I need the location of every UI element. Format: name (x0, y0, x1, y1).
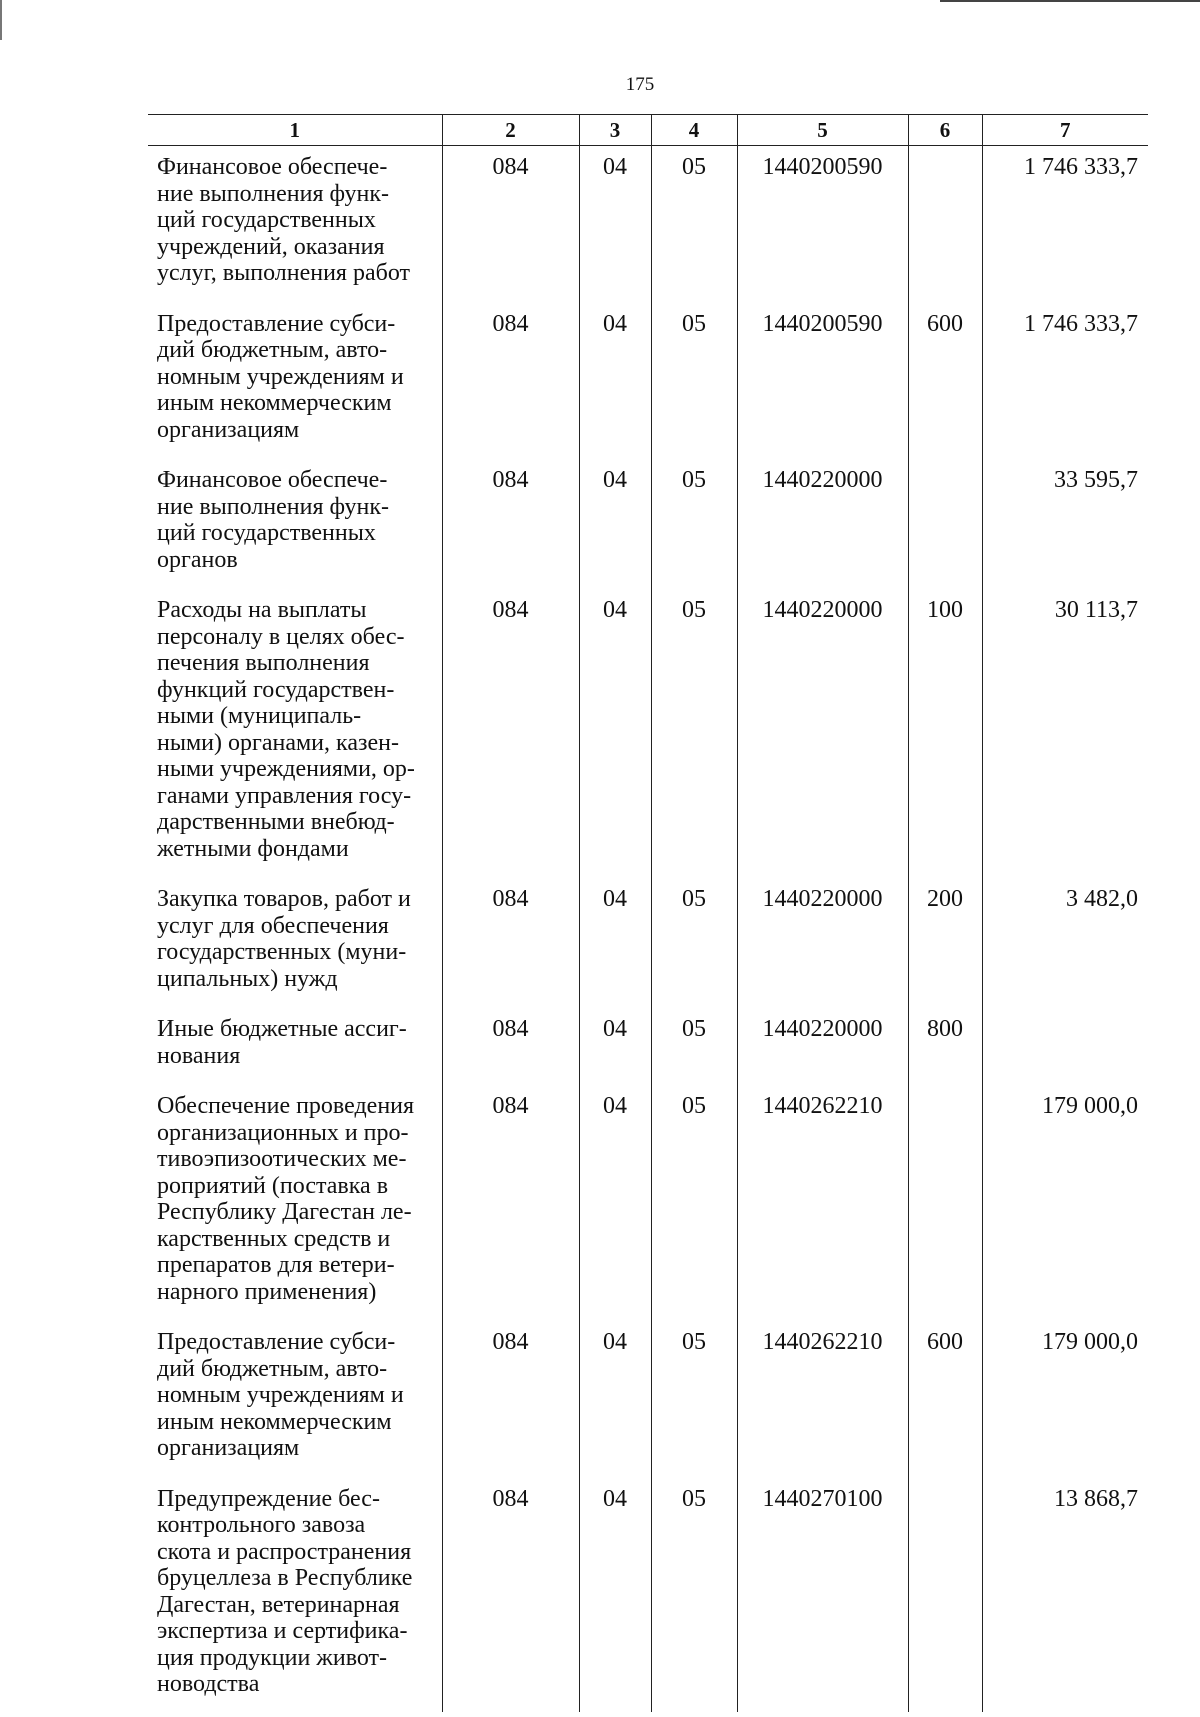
ministry-code-cell: 084 (442, 878, 579, 1008)
ministry-code-cell: 084 (442, 1321, 579, 1478)
expense-name-cell: Финансовое обеспече- ние выполнения функ- ций государственных учреждений, оказания услуг, выполнения работ (157, 154, 410, 286)
expense-name-cell: Предоставление субси- дий бюджетным, авто- номным учреждениям и иным некоммерческим организациям (157, 310, 404, 443)
left-edge-rule (0, 0, 2, 40)
budget-table (148, 114, 1148, 1712)
header-col-2: 2 (442, 115, 579, 146)
ministry-code-cell: 084 (442, 303, 579, 460)
target-article-cell: 1440200590 (737, 303, 908, 460)
expense-name-cell: Предоставление субси- дий бюджетным, авто- номным учреждениям и иным некоммерческим организациям (157, 1329, 404, 1461)
target-article-cell: 1440220000 (737, 1008, 908, 1085)
section-cell: 04 (579, 1321, 651, 1478)
subsection-cell: 05 (651, 459, 737, 589)
ministry-code-cell: 084 (442, 459, 579, 589)
amount-cell: 3 482,0 (982, 878, 1148, 1008)
expense-type-cell: 200 (908, 878, 982, 1008)
top-edge-rule (940, 0, 1200, 2)
header-col-5: 5 (737, 115, 908, 146)
target-article-cell: 1440220000 (737, 459, 908, 589)
target-article-cell: 1440200590 (737, 146, 908, 303)
expense-type-cell (908, 1085, 982, 1321)
ministry-code-cell: 084 (442, 1478, 579, 1712)
table-row (148, 1321, 1148, 1478)
section-cell: 04 (579, 1085, 651, 1321)
table-row (148, 1008, 1148, 1085)
table-row (148, 878, 1148, 1008)
expense-type-cell (908, 146, 982, 303)
subsection-cell: 05 (651, 1085, 737, 1321)
target-article-cell: 1440262210 (737, 1321, 908, 1478)
amount-cell: 179 000,0 (982, 1321, 1148, 1478)
section-cell: 04 (579, 303, 651, 460)
table-header (148, 115, 1148, 146)
amount-cell: 1 746 333,7 (982, 146, 1148, 303)
subsection-cell: 05 (651, 878, 737, 1008)
ministry-code-cell: 084 (442, 1008, 579, 1085)
expense-type-cell (908, 1478, 982, 1712)
header-col-3: 3 (579, 115, 651, 146)
section-cell: 04 (579, 459, 651, 589)
amount-cell: 13 868,7 (982, 1478, 1148, 1712)
subsection-cell: 05 (651, 1321, 737, 1478)
subsection-cell: 05 (651, 1478, 737, 1712)
expense-type-cell: 600 (908, 303, 982, 460)
table-row (148, 303, 1148, 460)
amount-cell: 33 595,7 (982, 459, 1148, 589)
ministry-code-cell: 084 (442, 589, 579, 878)
expense-name-cell: Финансовое обеспече- ние выполнения функ- ций государственных органов (157, 467, 389, 573)
expense-name-cell: Расходы на выплаты персоналу в целях обес- печения выполнения функций государствен- ными (муниципаль- ными) органами, казен- ными учреждениями, ор- ганами управления госу- дарственными внебюд- жетными фондами (157, 597, 415, 862)
expense-type-cell: 800 (908, 1008, 982, 1085)
target-article-cell: 1440270100 (737, 1478, 908, 1712)
subsection-cell: 05 (651, 303, 737, 460)
expense-name-cell: Предупреждение бес- контрольного завоза скота и распространения бруцеллеза в Республике Дагестан, ветеринарная экспертиза и сертифика- ция продукции живот- новодства (157, 1485, 413, 1697)
expense-name-cell: Закупка товаров, работ и услуг для обеспечения государственных (муни- ципальных) нужд (157, 886, 411, 992)
amount-cell: 1 746 333,7 (982, 303, 1148, 460)
subsection-cell: 05 (651, 146, 737, 303)
amount-cell: 30 113,7 (982, 589, 1148, 878)
section-cell: 04 (579, 1478, 651, 1712)
subsection-cell: 05 (651, 1008, 737, 1085)
header-col-1: 1 (148, 115, 442, 146)
page-number: 175 (625, 74, 655, 95)
header-row (148, 115, 1148, 146)
amount-cell (982, 1008, 1148, 1085)
table-body (148, 146, 1148, 1712)
table-row (148, 1085, 1148, 1321)
header-col-6: 6 (908, 115, 982, 146)
expense-type-cell: 100 (908, 589, 982, 878)
section-cell: 04 (579, 878, 651, 1008)
header-col-7: 7 (982, 115, 1148, 146)
subsection-cell: 05 (651, 589, 737, 878)
expense-name-cell: Обеспечение проведения организационных и про- тивоэпизоотических ме- роприятий (поставка в Республику Дагестан ле- карственных средств и препаратов для ветери- нарного применения) (157, 1093, 415, 1305)
ministry-code-cell: 084 (442, 1085, 579, 1321)
ministry-code-cell: 084 (442, 146, 579, 303)
target-article-cell: 1440220000 (737, 589, 908, 878)
table-row (148, 459, 1148, 589)
table-row (148, 1478, 1148, 1712)
section-cell: 04 (579, 146, 651, 303)
table-row (148, 589, 1148, 878)
table-row (148, 146, 1148, 303)
header-col-4: 4 (651, 115, 737, 146)
expense-type-cell: 600 (908, 1321, 982, 1478)
target-article-cell: 1440220000 (737, 878, 908, 1008)
section-cell: 04 (579, 1008, 651, 1085)
target-article-cell: 1440262210 (737, 1085, 908, 1321)
section-cell: 04 (579, 589, 651, 878)
expense-name-cell: Иные бюджетные ассиг- нования (157, 1016, 407, 1069)
expense-type-cell (908, 459, 982, 589)
amount-cell: 179 000,0 (982, 1085, 1148, 1321)
